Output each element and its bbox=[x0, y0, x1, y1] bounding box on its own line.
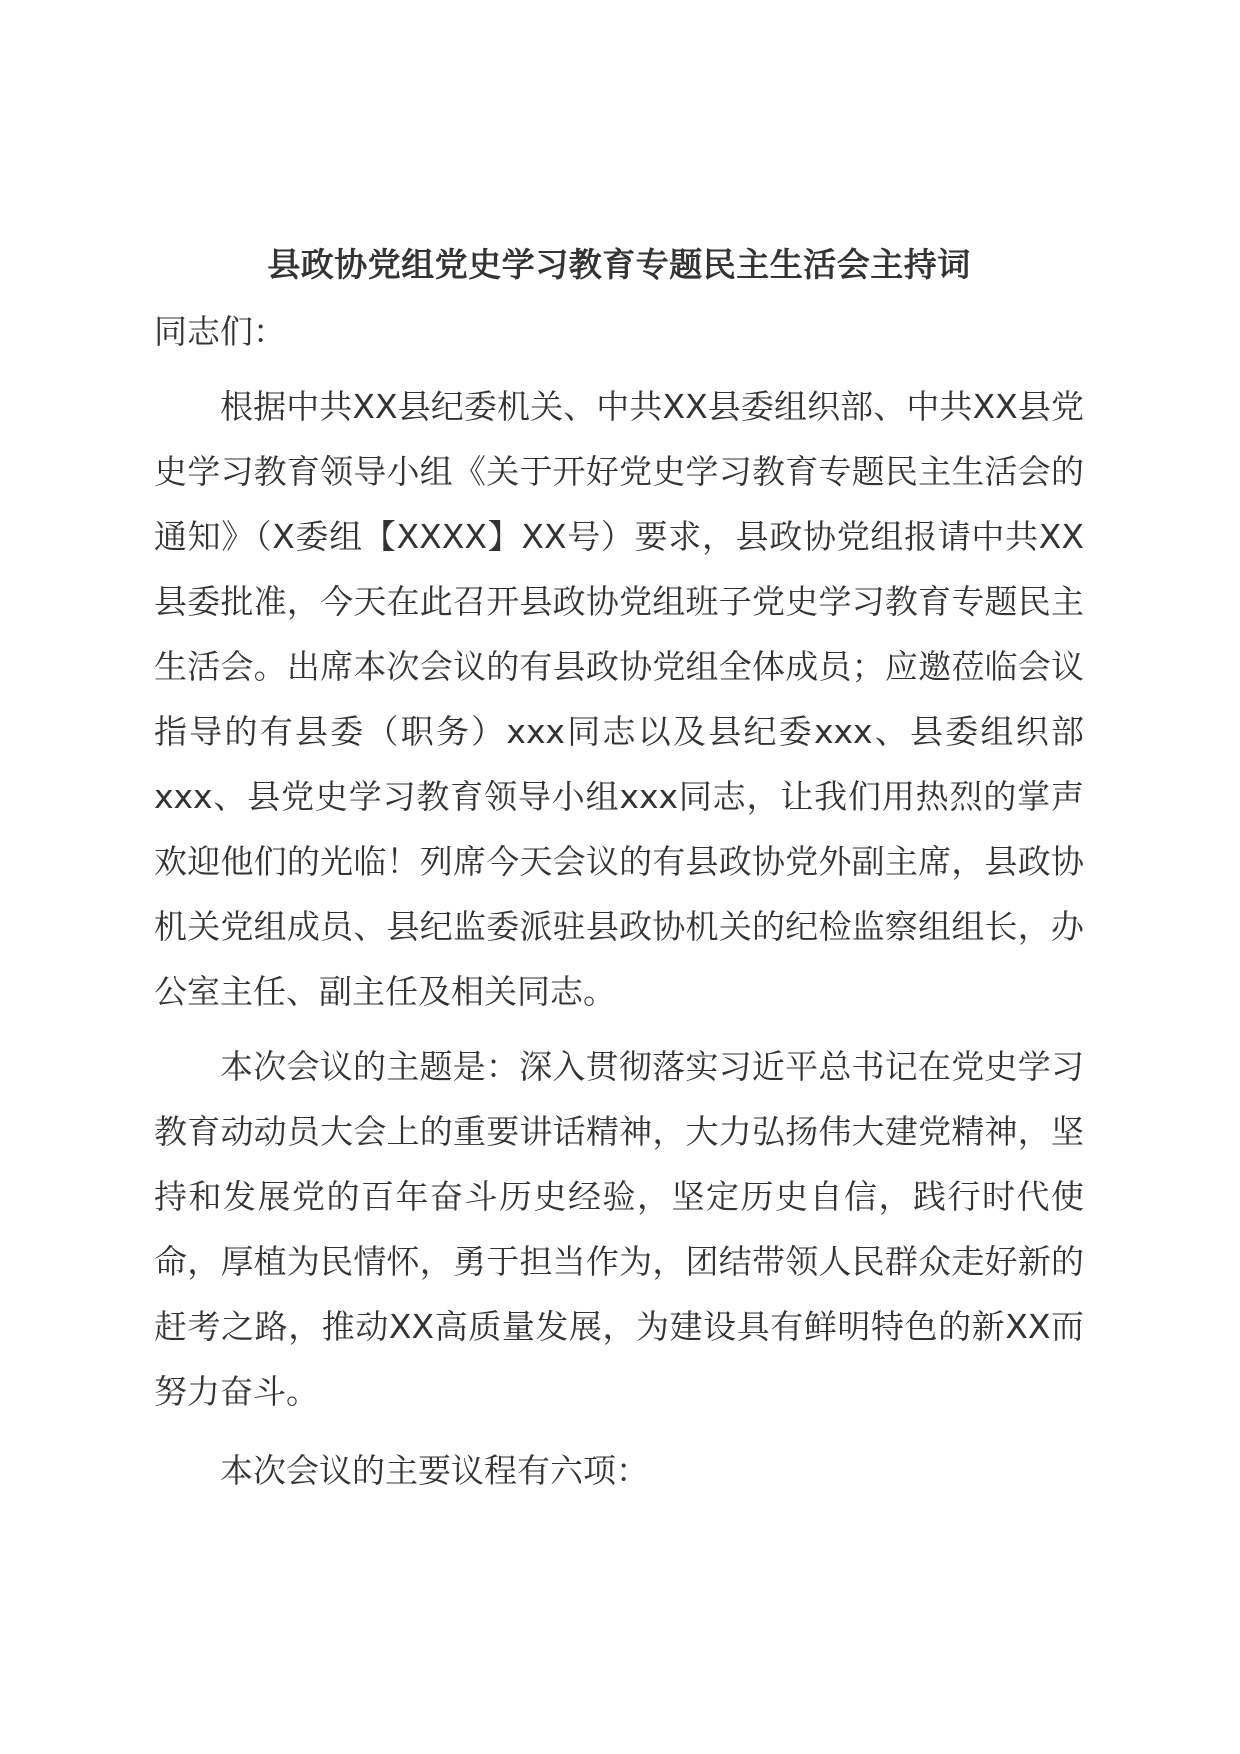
greeting: 同志们： bbox=[154, 312, 286, 351]
paragraph-attendance: 根据中共XX县纪委机关、中共XX县委组织部、中共XX县党史学习教育领导小组《关于开好党史学习教育专题民主生活会的通知》（X委组【XXXX】XX号）要求，县政协党组报请中共XX县委批准，今天在此召开县政协党组班子党史学习教育专题民主生活会。出席本次会议的有县政协党组全体成员；应邀莅临会议指导的有县委（职务）xxx同志以及县纪委xxx、县委组织部xxx、县党史学习教育领导小组xxx同志，让我们用热烈的掌声欢迎他们的光临！列席今天会议的有县政协党外副主席，县政协机关党组成员、县纪监委派驻县政协机关的纪检监察组组长，办公室主任、副主任及相关同志。 bbox=[154, 387, 1084, 1011]
paragraph-theme: 本次会议的主题是：深入贯彻落实习近平总书记在党史学习教育动动员大会上的重要讲话精神，大力弘扬伟大建党精神，坚持和发展党的百年奋斗历史经验，坚定历史自信，践行时代使命，厚植为民情怀，勇于担当作为，团结带领人民群众走好新的赶考之路，推动XX高质量发展，为建设具有鲜明特色的新XX而努力奋斗。 bbox=[154, 1047, 1084, 1411]
document-body bbox=[154, 236, 1084, 1503]
paragraph-agenda: 本次会议的主要议程有六项： bbox=[220, 1451, 649, 1490]
document-title: 县政协党组党史学习教育专题民主生活会主持词 bbox=[267, 245, 971, 284]
